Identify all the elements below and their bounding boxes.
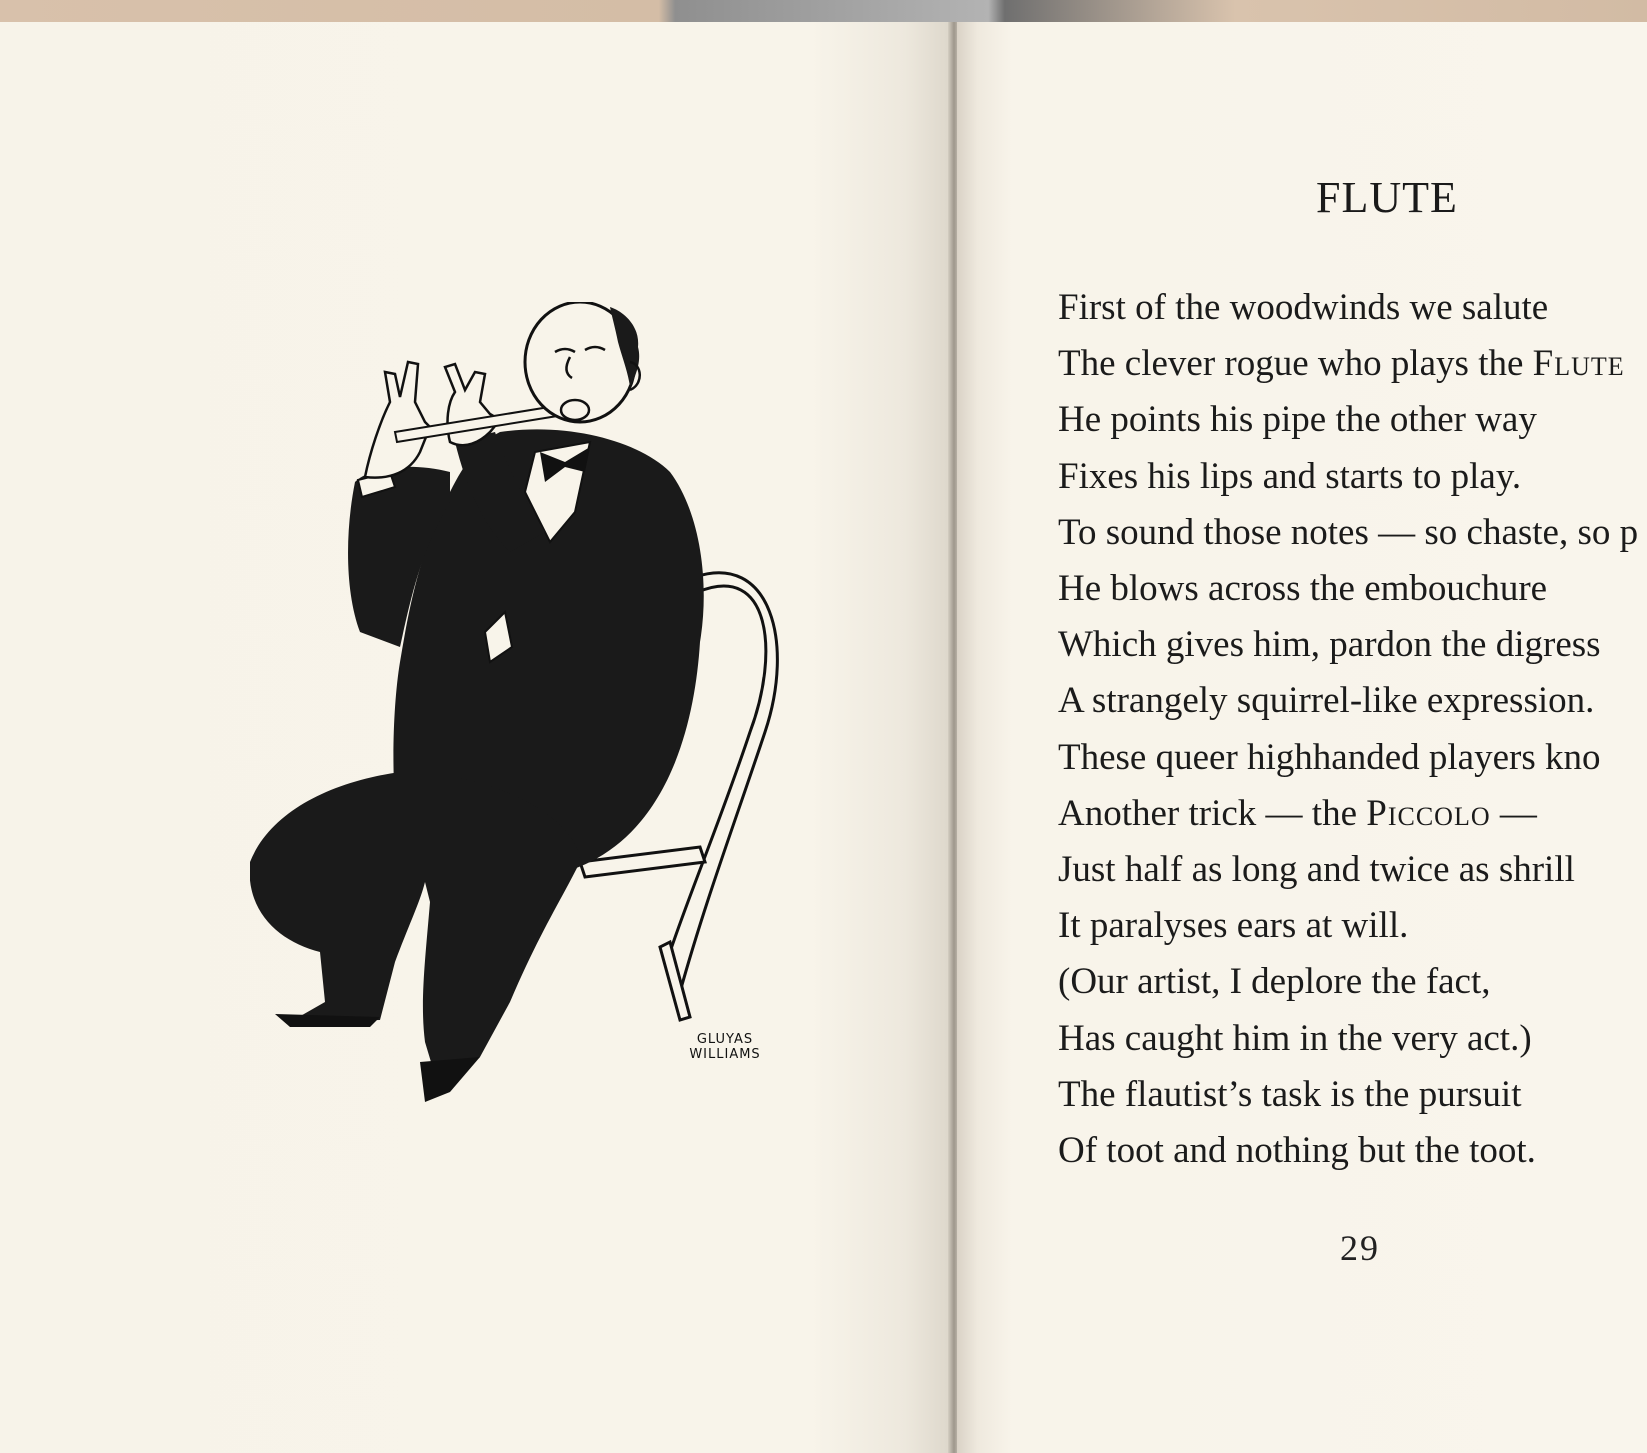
poem-line bbox=[1058, 786, 1647, 842]
poem-line bbox=[1058, 561, 1647, 617]
poem-line-text: Has caught him in the very act.) bbox=[1058, 1017, 1532, 1059]
poem-line bbox=[1058, 898, 1647, 954]
signature-line2: WILLIAMS bbox=[689, 1047, 761, 1062]
poem-line-text: Just half as long and twice as shrill bbox=[1058, 849, 1575, 891]
poem-line bbox=[1058, 842, 1647, 898]
poem-line-text: Fixes his lips and starts to play. bbox=[1058, 455, 1522, 497]
left-page bbox=[0, 22, 953, 1453]
poem-line-text: A strangely squirrel-like expression. bbox=[1058, 680, 1595, 722]
poem-small-caps-word: Piccolo bbox=[1366, 792, 1491, 834]
tuxedo-legs bbox=[250, 772, 580, 1092]
left-hand bbox=[365, 362, 430, 478]
poem-line-text: (Our artist, I deplore the fact, bbox=[1058, 961, 1491, 1003]
poem-line bbox=[1058, 1067, 1647, 1123]
poem-line bbox=[1058, 505, 1647, 561]
poem-line-text: These queer highhanded players kno bbox=[1058, 736, 1601, 778]
mouth bbox=[561, 400, 589, 420]
flute-player-illustration bbox=[250, 302, 790, 1132]
poem-line-text: To sound those notes — so chaste, so p bbox=[1058, 511, 1639, 553]
poem-line bbox=[1058, 954, 1647, 1010]
poem-line-text: Which gives him, pardon the digress bbox=[1058, 624, 1601, 666]
right-shoe bbox=[420, 1057, 480, 1102]
book-spread bbox=[0, 22, 1647, 1453]
poem-line bbox=[1058, 1123, 1647, 1179]
poem-line bbox=[1058, 617, 1647, 673]
poem-line-text: The flautist’s task is the pursuit bbox=[1058, 1073, 1522, 1115]
poem-line-text: It paralyses ears at will. bbox=[1058, 905, 1409, 947]
poem-line-text: He blows across the embouchure bbox=[1058, 568, 1548, 610]
poem-line-text: He points his pipe the other way bbox=[1058, 399, 1537, 441]
poem-line bbox=[1058, 280, 1647, 336]
poem-line bbox=[1058, 1011, 1647, 1067]
poem-line bbox=[1058, 673, 1647, 729]
poem-line bbox=[1058, 730, 1647, 786]
poem-line bbox=[1058, 392, 1647, 448]
poem-line-text: First of the woodwinds we salute bbox=[1058, 287, 1549, 328]
artist-signature bbox=[675, 1032, 775, 1062]
poem-text bbox=[1058, 280, 1647, 1179]
signature-line1: GLUYAS bbox=[696, 1032, 754, 1047]
poem-line bbox=[1058, 336, 1647, 392]
poem-small-caps-word: Flute bbox=[1532, 343, 1625, 385]
poem-line bbox=[1058, 449, 1647, 505]
poem-line-text: The clever rogue who plays the bbox=[1058, 343, 1533, 385]
page-number: 29 bbox=[1340, 1228, 1380, 1268]
poem-line-text: — bbox=[1490, 792, 1537, 834]
poem-title: FLUTE bbox=[1316, 173, 1458, 222]
poem-line-text: Another trick — the bbox=[1058, 792, 1367, 834]
poem-line-text: Of toot and nothing but the toot. bbox=[1058, 1130, 1536, 1172]
